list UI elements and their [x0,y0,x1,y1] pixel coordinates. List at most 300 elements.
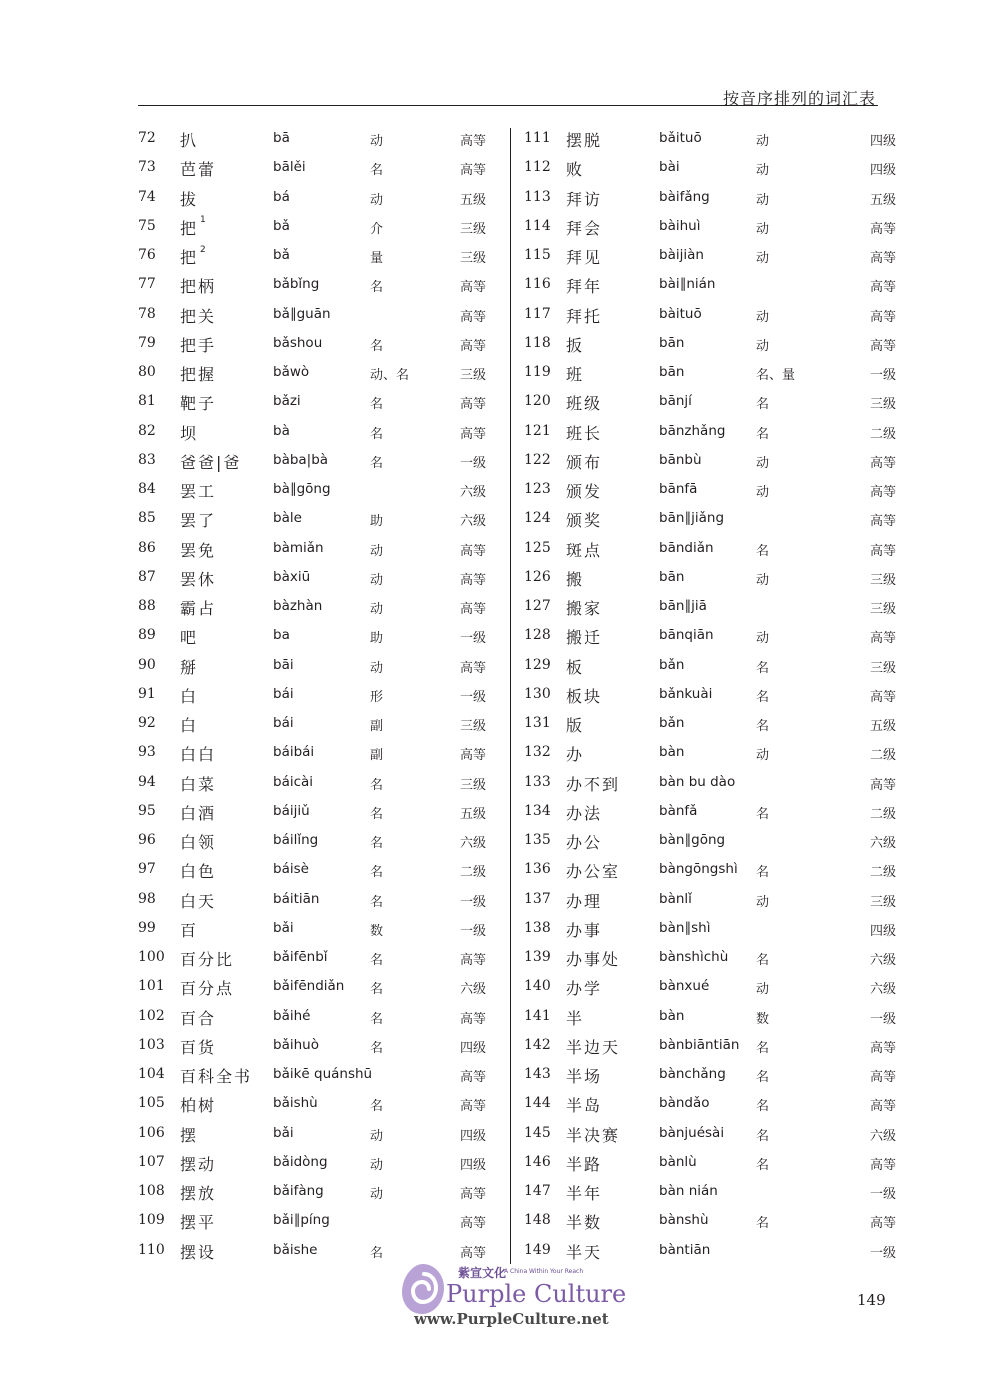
entry-pinyin: bǎn [659,656,685,673]
entry-level: 二级 [869,426,896,442]
entry-level: 三级 [869,660,896,676]
entry-level: 高等 [869,1070,896,1085]
entry-word [180,1064,252,1087]
entry-word-text: 百货 [180,1037,217,1057]
entry-pos: 名 [370,426,384,442]
entry-pos: 名 [756,1040,770,1056]
entry-num: 97 [138,861,156,878]
entry-pinyin: bālěi [273,159,306,176]
vocab-entry [524,1089,896,1118]
entry-level: 一级 [459,894,486,910]
vocab-entry [524,709,896,738]
entry-word-text: 白 [180,686,199,706]
entry-pinyin: báibái [273,744,315,761]
entry-num: 114 [524,217,551,234]
entry-pos: 名 [756,806,770,822]
entry-pinyin: bǎ [273,217,290,234]
entry-num: 112 [524,159,551,176]
entry-num: 117 [524,305,551,322]
vocab-entry [524,270,896,299]
vocab-column-right [524,124,896,1265]
vocab-entry [138,709,498,738]
entry-num: 125 [524,539,551,556]
entry-level: 四级 [459,1128,486,1144]
entry-word [566,918,602,941]
entry-homograph-index: 2 [200,244,206,255]
entry-num: 106 [138,1124,165,1141]
vocab-entry [138,270,498,299]
entry-pos: 动 [756,982,770,998]
entry-num: 78 [138,305,156,322]
entry-pos: 副 [370,719,384,734]
entry-pos: 名 [756,953,770,968]
entry-word-text: 把 [180,248,199,267]
entry-word [566,567,584,590]
vocab-entry [138,475,498,504]
entry-level: 三级 [869,602,896,617]
entry-word-text: 半天 [566,1242,603,1262]
entry-num: 111 [524,130,551,146]
entry-word-text: 半 [566,1008,585,1028]
vocab-entry [524,300,896,329]
entry-pinyin: bànchǎng [659,1066,726,1082]
entry-pos: 名 [370,806,384,822]
entry-pos: 名 [756,543,770,559]
entry-word [180,187,198,210]
entry-word [180,391,216,414]
vocab-entry [524,124,896,153]
entry-num: 143 [524,1066,551,1082]
entry-pos: 名 [756,689,770,705]
entry-word-text: 版 [566,716,585,735]
entry-pinyin: bài [659,159,680,176]
entry-word-text: 办事 [566,920,603,940]
entry-word [180,830,216,853]
entry-pos: 动 [756,631,770,647]
entry-level: 高等 [459,1187,486,1202]
vocab-entry [138,1002,498,1031]
entry-word-text: 摆放 [180,1184,217,1203]
entry-level: 二级 [869,806,896,822]
entry-num: 137 [524,890,551,907]
entry-pinyin: bǎituō [659,130,702,146]
entry-num: 100 [138,949,165,965]
entry-num: 124 [524,510,551,527]
entry-word [566,655,584,678]
entry-word-text: 把关 [180,306,217,326]
entry-word [566,1035,620,1058]
entry-word-text: 拜会 [566,218,603,238]
entry-word-text: 白 [180,716,199,735]
entry-word [180,684,198,707]
entry-word [566,1210,602,1233]
entry-word-text: 扒 [180,131,199,150]
entry-pinyin: bǎi∥píng [273,1212,330,1229]
entry-word-text: 霸占 [180,599,217,618]
entry-word [180,538,216,561]
entry-num: 127 [524,598,551,614]
entry-word [180,859,216,882]
entry-level: 三级 [459,719,486,734]
entry-pinyin: bàzhàn [273,598,323,614]
entry-pinyin: bà∥gōng [273,481,331,497]
entry-level: 三级 [459,368,486,383]
vocab-entry [524,504,896,533]
page-number: 149 [857,1291,886,1309]
vocab-entry [138,621,498,650]
entry-num: 144 [524,1095,551,1112]
entry-pinyin: bàngōngshì [659,861,738,878]
entry-word [180,479,216,502]
entry-level: 五级 [459,192,486,208]
entry-word-text: 白色 [180,862,217,882]
entry-pinyin: bǎ∥guān [273,305,331,322]
entry-pinyin: báilǐng [273,832,319,848]
entry-num: 95 [138,802,156,819]
entry-word-text: 白白 [180,745,217,765]
entry-pos: 动 [370,543,384,559]
entry-num: 128 [524,627,551,644]
entry-num: 105 [138,1095,165,1112]
entry-pos: 动、名 [370,368,410,383]
entry-level: 六级 [459,514,486,530]
vocab-entry [524,212,896,241]
entry-word-text: 百合 [180,1008,217,1028]
entry-word-text: 办法 [566,803,603,823]
entry-num: 90 [138,656,156,673]
entry-word [180,742,216,765]
entry-pinyin: bānqiān [659,627,714,644]
entry-word [566,128,602,151]
entry-word [566,245,602,268]
entry-pos: 动 [756,221,770,237]
entry-level: 六级 [869,836,896,851]
entry-word-text: 搬家 [566,599,603,618]
entry-word [566,1123,620,1146]
entry-num: 83 [138,451,156,468]
entry-pos: 名 [756,1099,770,1115]
entry-word [180,304,216,327]
entry-word [180,362,216,385]
entry-pinyin: bàn [659,1007,685,1024]
entry-word [566,1093,602,1116]
entry-word [180,245,206,268]
entry-pos: 动 [756,894,770,910]
entry-num: 91 [138,685,156,702]
watermark-brand: Purple Culture [446,1280,627,1308]
entry-pinyin: bǎshou [273,334,323,351]
entry-level: 高等 [459,309,486,325]
entry-level: 高等 [869,251,896,266]
entry-pos: 名、量 [756,368,796,383]
entry-num: 89 [138,627,156,644]
entry-level: 高等 [459,602,486,617]
entry-word-text: 把握 [180,365,217,384]
entry-level: 三级 [869,572,896,588]
entry-pinyin: báitiān [273,890,320,907]
entry-word-text: 罢休 [180,569,217,589]
entry-word [180,128,198,151]
vocab-entry [524,387,896,416]
entry-pinyin: bà [273,422,290,439]
entry-num: 131 [524,715,551,731]
vocab-entry [138,153,498,182]
entry-num: 134 [524,802,551,819]
entry-num: 107 [138,1153,165,1170]
entry-word-text: 拜年 [566,277,603,297]
entry-pinyin: bàn nián [659,1183,718,1199]
entry-word [566,742,584,765]
entry-word-text: 把柄 [180,277,217,297]
entry-word [566,859,620,882]
entry-pinyin: bǎi [273,919,294,936]
entry-level: 高等 [459,748,486,764]
vocab-entry [138,885,498,914]
entry-pos: 名 [756,426,770,442]
entry-num: 73 [138,159,156,176]
vocab-entry [524,914,896,943]
entry-pos: 名 [370,1099,384,1115]
entry-word [566,625,602,648]
vocab-entry [524,1002,896,1031]
vocab-entry [138,1177,498,1206]
entry-pinyin: bǎikē quánshū [273,1066,373,1082]
vocab-entry [138,241,498,270]
entry-pos: 名 [756,1216,770,1232]
entry-pinyin: bānzhǎng [659,422,726,439]
entry-pos: 名 [370,777,384,793]
entry-pinyin: bāndiǎn [659,539,714,556]
entry-pinyin: báijiǔ [273,802,310,819]
entry-level: 六级 [459,982,486,998]
entry-word [566,1064,602,1087]
entry-level: 高等 [869,631,896,647]
entry-level: 高等 [869,309,896,325]
entry-level: 一级 [869,368,896,383]
entry-pinyin: bànbiāntiān [659,1036,740,1053]
entry-num: 119 [524,364,551,380]
entry-level: 四级 [459,1040,486,1056]
entry-pinyin: bànlù [659,1153,697,1170]
entry-num: 101 [138,978,165,995]
entry-pinyin: bǎifàng [273,1183,324,1199]
entry-pos: 助 [370,631,384,647]
vocab-entry [138,124,498,153]
entry-word-text: 拜访 [566,189,603,209]
entry-level: 三级 [459,251,486,266]
vocab-entry [138,972,498,1001]
vocab-entry [524,446,896,475]
entry-pinyin: bān [659,334,685,351]
entry-level: 六级 [869,953,896,968]
entry-num: 94 [138,773,156,790]
entry-word-text: 半路 [566,1154,603,1174]
entry-word-text: 罢工 [180,482,217,501]
vocab-entry [524,358,896,387]
entry-pos: 名 [370,163,384,179]
entry-word-text: 斑点 [566,540,603,560]
entry-word-text: 把手 [180,335,217,355]
entry-level: 高等 [869,1216,896,1232]
entry-num: 135 [524,832,551,848]
entry-num: 121 [524,422,551,439]
entry-word-text: 办学 [566,979,603,999]
entry-pinyin: bàijiàn [659,247,704,263]
entry-word [566,538,602,561]
entry-homograph-index: 1 [200,215,206,226]
entry-word-text: 白菜 [180,774,217,794]
entry-pos: 名 [370,953,384,968]
entry-num: 102 [138,1007,165,1024]
entry-pinyin: bān [659,364,685,380]
vocab-entry [524,1119,896,1148]
entry-pos: 名 [756,1157,770,1173]
entry-num: 138 [524,919,551,936]
entry-word [180,596,216,619]
entry-word [566,391,602,414]
entry-word [566,947,620,970]
entry-num: 142 [524,1036,551,1053]
entry-word-text: 百分比 [180,950,235,969]
entry-word-text: 板块 [566,686,603,706]
vocab-entry [138,826,498,855]
entry-level: 高等 [869,1040,896,1056]
vocab-entry [138,212,498,241]
entry-pinyin: bǎishe [273,1241,318,1258]
entry-word [180,625,198,648]
entry-word-text: 败 [566,160,585,180]
entry-pinyin: bǎishù [273,1095,318,1112]
entry-num: 88 [138,598,156,614]
entry-level: 二级 [869,865,896,881]
entry-level: 高等 [459,543,486,559]
entry-word-text: 办 [566,745,585,765]
vocab-entry [138,651,498,680]
entry-pos: 动 [370,572,384,588]
entry-pinyin: bànshù [659,1212,709,1229]
entry-word-text: 摆平 [180,1213,217,1233]
entry-pinyin: bǎifēndiǎn [273,978,345,995]
entry-word [566,684,602,707]
entry-pinyin: bàihuì [659,217,701,234]
entry-pos: 动 [756,251,770,266]
entry-word-text: 拜托 [566,306,603,326]
entry-pinyin: bànxué [659,978,710,995]
entry-word-text: 把 [180,218,199,238]
entry-num: 149 [524,1241,551,1258]
vocab-entry [524,768,896,797]
entry-word-text: 百分点 [180,979,235,999]
entry-pos: 动 [370,660,384,676]
entry-word-text: 爸爸|爸 [180,452,242,472]
entry-level: 一级 [459,455,486,471]
vocab-entry [524,534,896,563]
entry-word-text: 拜见 [566,248,603,267]
entry-word-text: 芭蕾 [180,160,217,180]
vocab-entry [138,446,498,475]
entry-level: 高等 [459,572,486,588]
entry-level: 四级 [869,163,896,179]
entry-word-text: 办不到 [566,774,621,794]
entry-pinyin: bāi [273,656,294,673]
entry-word-text: 白领 [180,833,217,852]
vocab-entry [138,914,498,943]
entry-pinyin: bǎwò [273,364,310,380]
vocab-entry [524,417,896,446]
entry-level: 高等 [459,953,486,968]
entry-pos: 名 [370,1040,384,1056]
entry-num: 96 [138,832,156,848]
entry-word [566,479,602,502]
entry-num: 85 [138,510,156,527]
entry-word-text: 半边天 [566,1037,621,1057]
entry-level: 高等 [869,543,896,559]
entry-pos: 动 [756,163,770,179]
entry-pinyin: bá [273,188,290,205]
entry-pinyin: bǎifēnbǐ [273,949,328,965]
vocab-entry [138,1031,498,1060]
vocab-entry [138,768,498,797]
entry-num: 141 [524,1007,551,1024]
entry-word-text: 吧 [180,628,199,648]
entry-pinyin: bàn bu dào [659,773,736,790]
entry-pos: 名 [370,397,384,413]
entry-word-text: 搬 [566,569,585,589]
entry-level: 四级 [869,923,896,939]
entry-num: 104 [138,1066,165,1082]
entry-num: 77 [138,276,156,293]
entry-word-text: 班级 [566,394,603,414]
entry-pos: 副 [370,748,384,764]
entry-pos: 助 [370,514,384,530]
entry-pinyin: bàn [659,744,685,761]
vocab-entry [138,504,498,533]
entry-pinyin: bǎzi [273,393,301,410]
entry-word-text: 半决赛 [566,1125,621,1145]
entry-pos: 数 [756,1011,770,1027]
entry-pos: 形 [370,689,384,705]
entry-level: 六级 [869,982,896,998]
entry-pinyin: bānjí [659,393,692,410]
vocab-entry [138,534,498,563]
purple-culture-logo-icon [400,1262,446,1316]
entry-pinyin: bàba|bà [273,451,329,468]
entry-word-text: 半场 [566,1067,603,1086]
entry-pos: 名 [370,865,384,881]
entry-level: 三级 [459,221,486,237]
entry-level: 五级 [869,719,896,734]
vocab-entry [524,651,896,680]
entry-pinyin: bànfǎ [659,802,698,819]
entry-word-text: 摆 [180,1125,199,1145]
entry-pos: 动 [756,192,770,208]
watermark-brand-cn: 紫宣文化 [458,1266,507,1280]
entry-num: 113 [524,188,551,205]
entry-pos: 动 [370,134,384,149]
vocab-entry [138,1236,498,1265]
entry-num: 76 [138,247,156,263]
vocab-entry [524,1177,896,1206]
entry-level: 五级 [459,806,486,822]
vocab-entry [138,738,498,767]
entry-level: 高等 [459,1216,486,1232]
entry-word-text: 拔 [180,189,199,209]
entry-num: 145 [524,1124,551,1141]
entry-pos: 介 [370,221,384,237]
entry-pos: 动 [756,134,770,149]
entry-word-text: 掰 [180,657,199,677]
entry-level: 高等 [869,514,896,530]
